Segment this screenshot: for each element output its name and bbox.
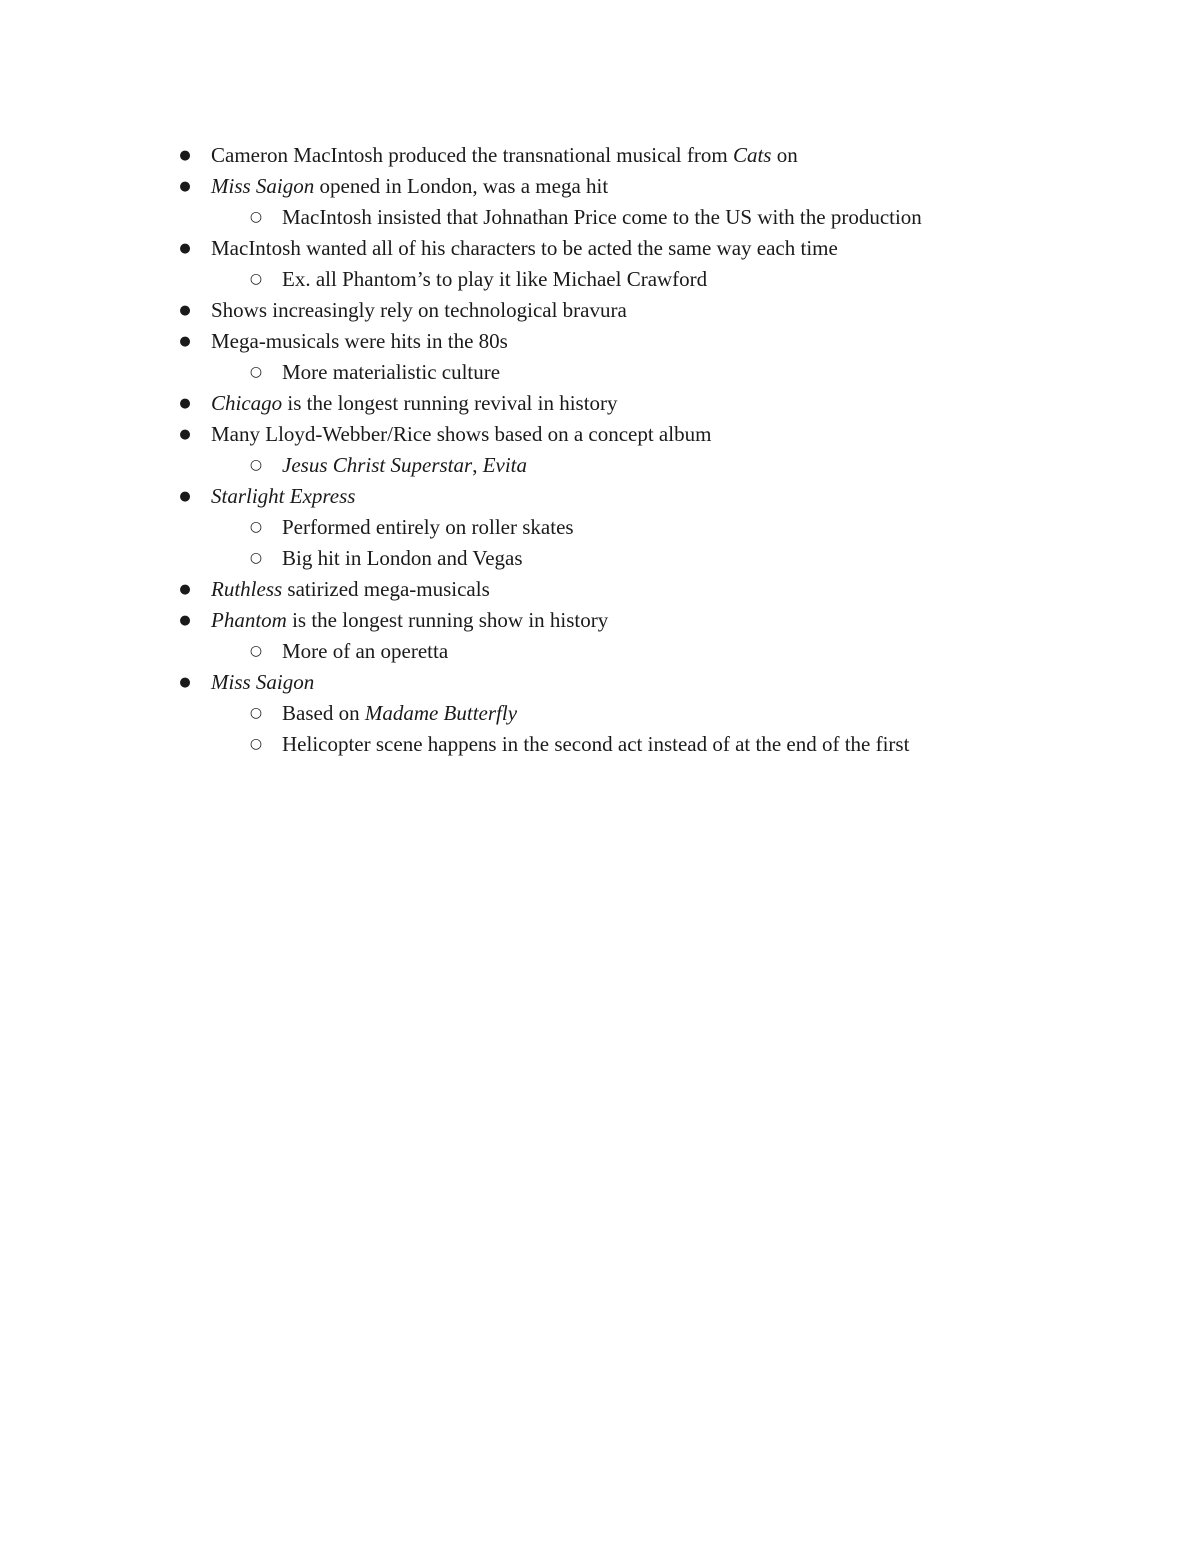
text-segment: , xyxy=(472,453,483,477)
list-item-text xyxy=(211,574,490,605)
text-segment: Helicopter scene happens in the second act instead of at the end of the first xyxy=(282,732,910,756)
list-item-text xyxy=(282,357,500,388)
list-item xyxy=(0,481,1200,512)
hollow-bullet-icon xyxy=(246,636,266,667)
filled-bullet-icon xyxy=(175,605,195,636)
list-item xyxy=(0,419,1200,450)
list-item-text xyxy=(211,233,838,264)
list-item-text xyxy=(282,729,909,760)
text-segment: is the longest running show in history xyxy=(286,608,609,632)
list-item xyxy=(0,140,1200,171)
italic-title-text: Evita xyxy=(482,453,528,477)
list-item xyxy=(0,233,1200,264)
list-item-text xyxy=(282,543,523,574)
list-item xyxy=(0,605,1200,636)
sub-list-item xyxy=(0,543,1200,574)
italic-title-text: Cats xyxy=(732,143,772,167)
text-segment: Big hit in London and Vegas xyxy=(282,546,523,570)
text-segment: on xyxy=(771,143,798,167)
filled-bullet-icon xyxy=(175,171,195,202)
italic-title-text: Starlight Express xyxy=(211,484,356,508)
hollow-bullet-icon xyxy=(246,698,266,729)
list-item-text xyxy=(211,388,618,419)
filled-bullet-icon xyxy=(175,326,195,357)
text-segment: is the longest running revival in history xyxy=(282,391,618,415)
sub-list-item xyxy=(0,202,1200,233)
text-segment: Shows increasingly rely on technological bravura xyxy=(211,298,627,322)
filled-bullet-icon xyxy=(175,667,195,698)
list-item xyxy=(0,574,1200,605)
list-item xyxy=(0,326,1200,357)
filled-bullet-icon xyxy=(175,481,195,512)
filled-bullet-icon xyxy=(175,574,195,605)
hollow-bullet-icon xyxy=(246,202,266,233)
text-segment: Based on xyxy=(282,701,365,725)
sub-list-item xyxy=(0,512,1200,543)
hollow-bullet-icon xyxy=(246,543,266,574)
list-item xyxy=(0,388,1200,419)
list-item-text xyxy=(282,698,517,729)
hollow-bullet-icon xyxy=(246,729,266,760)
text-segment: Performed entirely on roller skates xyxy=(282,515,574,539)
list-item-text xyxy=(282,512,574,543)
italic-title-text: Phantom xyxy=(211,608,287,632)
list-item-text xyxy=(211,171,608,202)
list-item-text xyxy=(211,326,508,357)
list-item xyxy=(0,171,1200,202)
list-item-text xyxy=(282,450,527,481)
text-segment: satirized mega-musicals xyxy=(282,577,490,601)
italic-title-text: Miss Saigon xyxy=(211,670,315,694)
list-item-text xyxy=(211,481,355,512)
filled-bullet-icon xyxy=(175,295,195,326)
filled-bullet-icon xyxy=(175,419,195,450)
hollow-bullet-icon xyxy=(246,264,266,295)
text-segment: Ex. all Phantom’s to play it like Michael Crawford xyxy=(282,267,708,291)
sub-list-item xyxy=(0,450,1200,481)
hollow-bullet-icon xyxy=(246,450,266,481)
sub-list-item xyxy=(0,636,1200,667)
list-item-text xyxy=(282,202,922,233)
italic-title-text: Jesus Christ Superstar xyxy=(282,453,473,477)
bullet-list xyxy=(0,140,1200,760)
hollow-bullet-icon xyxy=(246,512,266,543)
text-segment: Many Lloyd-Webber/Rice shows based on a concept album xyxy=(211,422,712,446)
italic-title-text: Miss Saigon xyxy=(211,174,315,198)
filled-bullet-icon xyxy=(175,140,195,171)
list-item-text xyxy=(211,295,627,326)
filled-bullet-icon xyxy=(175,388,195,419)
list-item-text xyxy=(211,140,798,171)
text-segment: More materialistic culture xyxy=(282,360,501,384)
text-segment: Mega-musicals were hits in the 80s xyxy=(211,329,508,353)
list-item xyxy=(0,667,1200,698)
list-item-text xyxy=(211,419,711,450)
italic-title-text: Madame Butterfly xyxy=(364,701,518,725)
list-item-text xyxy=(211,667,314,698)
text-segment: MacIntosh insisted that Johnathan Price come to the US with the production xyxy=(282,205,922,229)
list-item xyxy=(0,295,1200,326)
sub-list-item xyxy=(0,729,1200,760)
list-item-text xyxy=(211,605,608,636)
italic-title-text: Chicago xyxy=(211,391,283,415)
sub-list-item xyxy=(0,357,1200,388)
text-segment: More of an operetta xyxy=(282,639,449,663)
text-segment: opened in London, was a mega hit xyxy=(314,174,609,198)
italic-title-text: Ruthless xyxy=(211,577,283,601)
list-item-text xyxy=(282,636,448,667)
filled-bullet-icon xyxy=(175,233,195,264)
text-segment: MacIntosh wanted all of his characters to be acted the same way each time xyxy=(211,236,838,260)
hollow-bullet-icon xyxy=(246,357,266,388)
text-segment: Cameron MacIntosh produced the transnational musical from xyxy=(211,143,733,167)
sub-list-item xyxy=(0,698,1200,729)
list-item-text xyxy=(282,264,707,295)
sub-list-item xyxy=(0,264,1200,295)
